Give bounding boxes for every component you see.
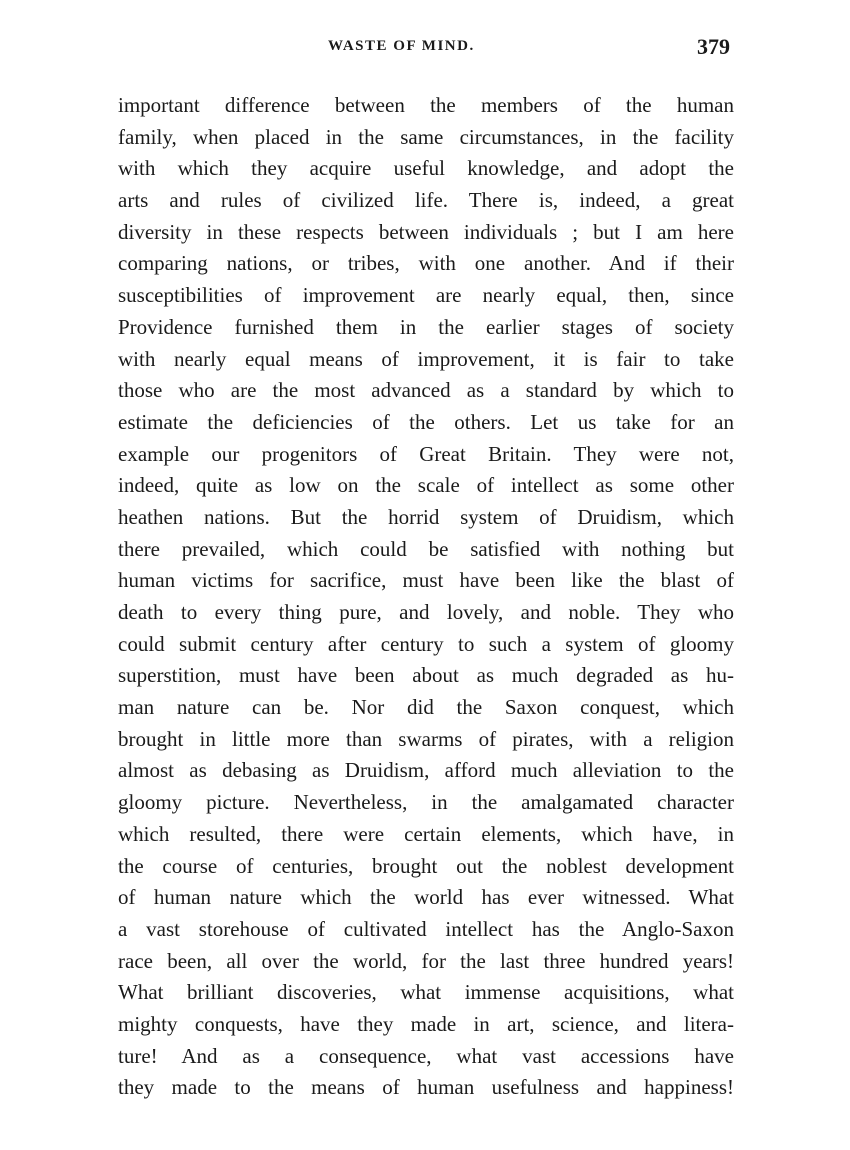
body-text	[118, 90, 734, 1104]
text-line: ture! And as a consequence, what vast accessions have	[118, 1043, 734, 1068]
text-line: estimate the deficiencies of the others. Let us take for an	[118, 409, 734, 434]
page-header	[118, 36, 732, 62]
text-line: a vast storehouse of cultivated intellect has the Anglo-Saxon	[118, 916, 734, 941]
text-line: arts and rules of civilized life. There is, indeed, a great	[118, 188, 734, 213]
text-line: important difference between the members of the human	[118, 93, 734, 117]
text-line: superstition, must have been about as much degraded as hu-	[118, 663, 734, 688]
text-line: could submit century after century to such a system of gloomy	[118, 631, 734, 656]
text-line: human victims for sacrifice, must have been like the blast of	[118, 568, 734, 593]
text-line: they made to the means of human usefulness and happiness!	[118, 1075, 734, 1100]
text-line: man nature can be. Nor did the Saxon conquest, which	[118, 695, 734, 720]
text-line: death to every thing pure, and lovely, and noble. They who	[118, 600, 734, 624]
text-line: of human nature which the world has ever witnessed. What	[118, 885, 734, 910]
text-line: comparing nations, or tribes, with one another. And if their	[118, 251, 734, 276]
text-line: there prevailed, which could be satisfied with nothing but	[118, 536, 734, 561]
text-line: gloomy picture. Nevertheless, in the amalgamated character	[118, 790, 734, 815]
text-line: brought in little more than swarms of pirates, with a religion	[118, 726, 734, 751]
text-line: Providence furnished them in the earlier stages of society	[118, 314, 734, 339]
text-line: race been, all over the world, for the last three hundred years!	[118, 948, 734, 973]
text-line: indeed, quite as low on the scale of intellect as some other	[118, 473, 734, 498]
text-line: the course of centuries, brought out the noblest development	[118, 853, 734, 878]
text-line: almost as debasing as Druidism, afford much alleviation to the	[118, 758, 734, 783]
text-line: What brilliant discoveries, what immense acquisitions, what	[118, 980, 734, 1005]
text-line: susceptibilities of improvement are nearly equal, then, since	[118, 283, 734, 308]
text-line: example our progenitors of Great Britain. They were not,	[118, 441, 734, 466]
text-line: family, when placed in the same circumstances, in the facility	[118, 124, 734, 149]
text-line: mighty conquests, have they made in art, science, and litera-	[118, 1011, 734, 1036]
running-head: WASTE OF MIND.	[328, 38, 475, 54]
text-line: those who are the most advanced as a standard by which to	[118, 378, 734, 403]
text-line: which resulted, there were certain elements, which have, in	[118, 821, 734, 846]
text-line: heathen nations. But the horrid system of Druidism, which	[118, 504, 734, 529]
text-line: with which they acquire useful knowledge, and adopt the	[118, 156, 734, 181]
text-line: with nearly equal means of improvement, it is fair to take	[118, 346, 734, 371]
text-line: diversity in these respects between individuals ; but I am here	[118, 219, 734, 244]
page-number: 379	[697, 34, 730, 59]
